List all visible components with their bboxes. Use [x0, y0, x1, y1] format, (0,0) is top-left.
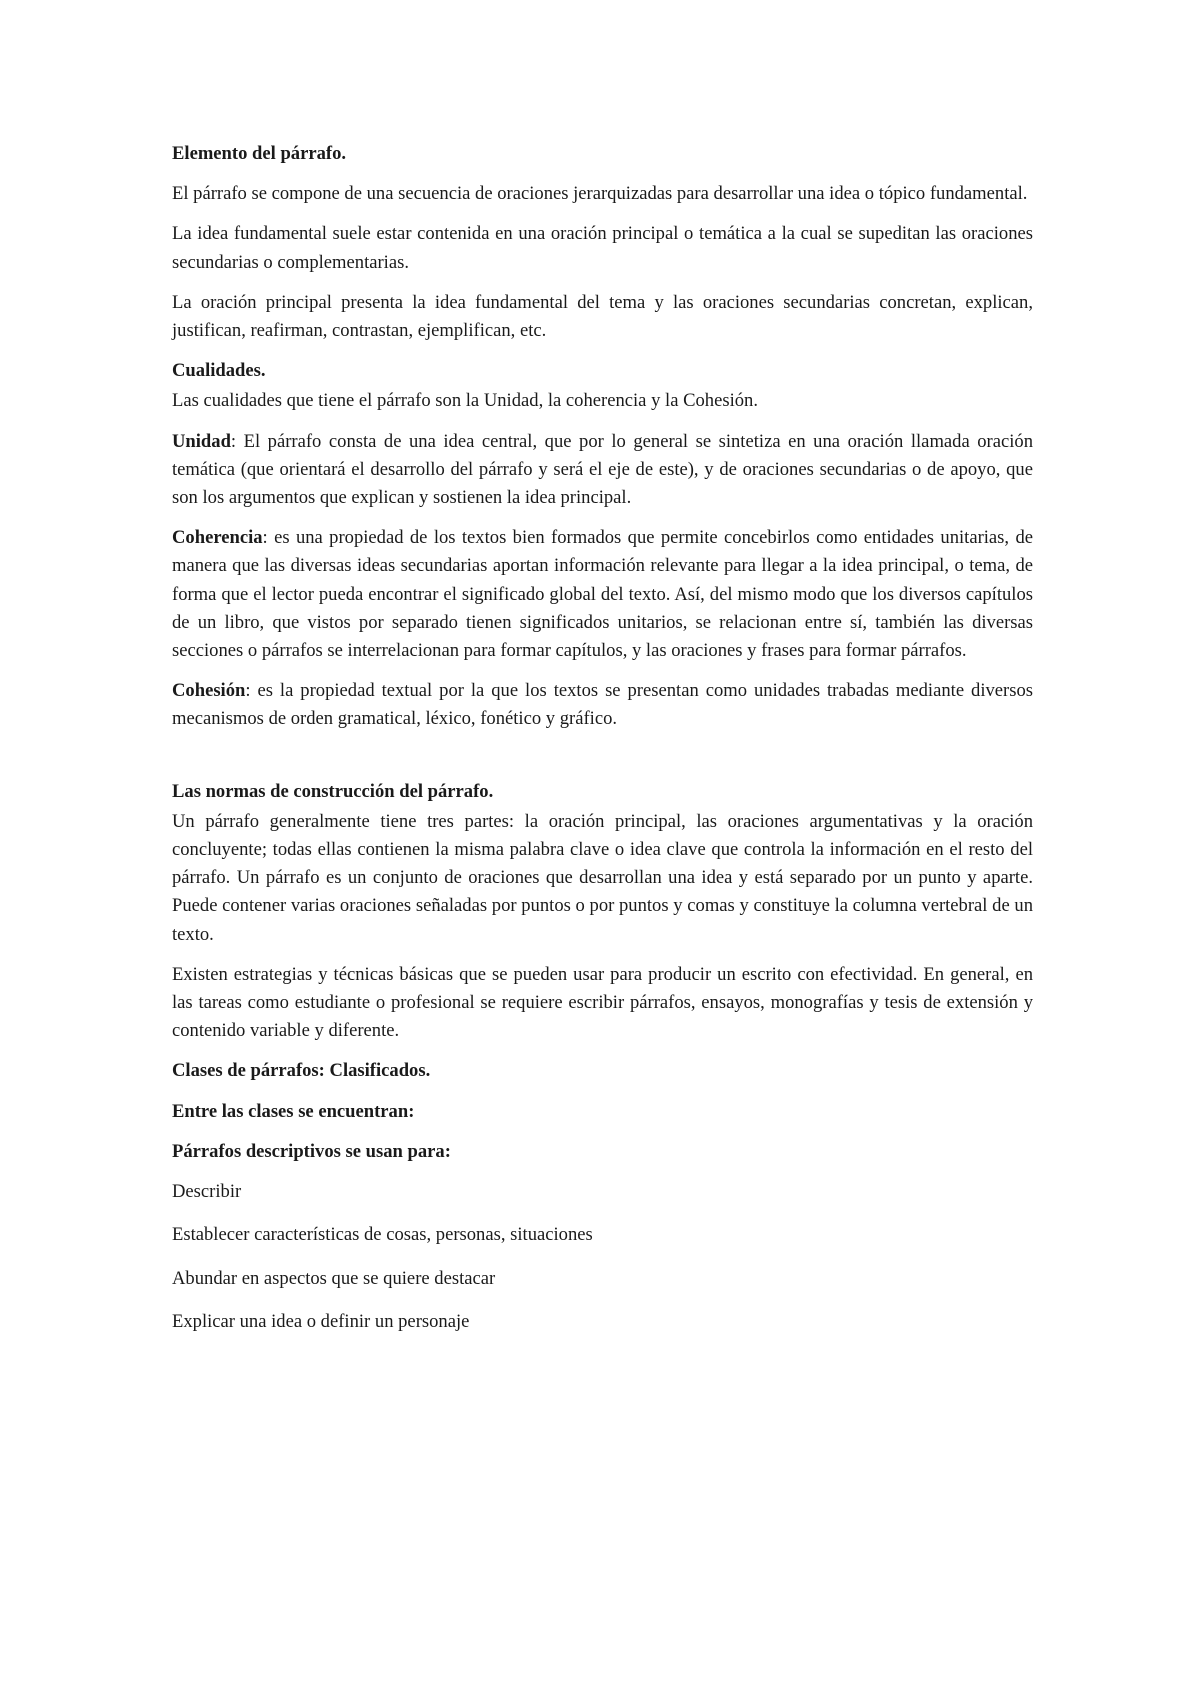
- paragraph-elemento-3: La oración principal presenta la idea fundamental del tema y las oraciones secundarias concretan, explican, justifican, reafirman, contrastan, ejemplifican, etc.: [172, 291, 1033, 342]
- heading-normas: Las normas de construcción del párrafo.: [172, 780, 494, 802]
- term-unidad: Unidad: [172, 430, 231, 452]
- paragraph-unidad: [172, 428, 1033, 513]
- heading-elemento: Elemento del párrafo.: [172, 143, 347, 164]
- paragraph-coherencia: [172, 524, 1033, 665]
- list-item-explicar: Explicar una idea o definir un personaje: [172, 1310, 470, 1332]
- list-item-describir: Describir: [172, 1181, 242, 1203]
- paragraph-cualidades-intro: Las cualidades que tiene el párrafo son la Unidad, la coherencia y la Cohesión.: [172, 390, 758, 412]
- document-page: [172, 140, 1033, 1351]
- paragraph-cohesion: [172, 677, 1033, 733]
- heading-entre-clases: Entre las clases se encuentran:: [172, 1100, 415, 1122]
- list-item-abundar: Abundar en aspectos que se quiere destacar: [172, 1267, 496, 1289]
- text-unidad: : El párrafo consta de una idea central, que por lo general se sintetiza en una oración llamada oración temática (que orientará el desarrollo del párrafo y será el eje de este), y de oraciones secundarias o de apoyo, que son los argumentos que explican y sostienen la idea principal.: [172, 430, 1033, 509]
- paragraph-elemento-1: El párrafo se compone de una secuencia de oraciones jerarquizadas para desarrollar una idea o tópico fundamental.: [172, 183, 1028, 205]
- term-cohesion: Cohesión: [172, 680, 246, 702]
- paragraph-normas-2: Existen estrategias y técnicas básicas que se pueden usar para producir un escrito con efectividad. En general, en las tareas como estudiante o profesional se requiere escribir párrafos, ensayos, monografías y tesis de extensión y contenido variable y diferente.: [172, 963, 1033, 1042]
- heading-clases: Clases de párrafos: Clasificados.: [172, 1060, 431, 1082]
- list-item-caracteristicas: Establecer características de cosas, personas, situaciones: [172, 1224, 593, 1246]
- term-coherencia: Coherencia: [172, 527, 263, 549]
- paragraph-normas-1: Un párrafo generalmente tiene tres partes: la oración principal, las oraciones argumentativas y la oración concluyente; todas ellas contienen la misma palabra clave o idea clave que controla la información en el resto del párrafo. Un párrafo es un conjunto de oraciones que desarrollan una idea y está separado por un punto y aparte. Puede contener varias oraciones señaladas por puntos o por puntos y comas y constituye la columna vertebral de un texto.: [172, 810, 1033, 945]
- text-coherencia: : es una propiedad de los textos bien formados que permite concebirlos como entidades unitarias, de manera que las diversas ideas secundarias aportan información relevante para llegar a la idea principal, o tema, de forma que el lector pueda encontrar el significado global del texto. Así, del mismo modo que los diversos capítulos de un libro, que vistos por separado tienen significados unitarios, se relacionan entre sí, también las diversas secciones o párrafos se interrelacionan para formar capítulos, y las oraciones y frases para formar párrafos.: [172, 527, 1033, 662]
- heading-cualidades: Cualidades.: [172, 360, 266, 382]
- text-cohesion: : es la propiedad textual por la que los textos se presentan como unidades trabadas mediante diversos mecanismos de orden gramatical, léxico, fonético y gráfico.: [172, 680, 1033, 730]
- heading-descriptivos: Párrafos descriptivos se usan para:: [172, 1140, 451, 1162]
- paragraph-elemento-2: La idea fundamental suele estar contenida en una oración principal o temática a la cual se supeditan las oraciones secundarias o complementarias.: [172, 223, 1033, 273]
